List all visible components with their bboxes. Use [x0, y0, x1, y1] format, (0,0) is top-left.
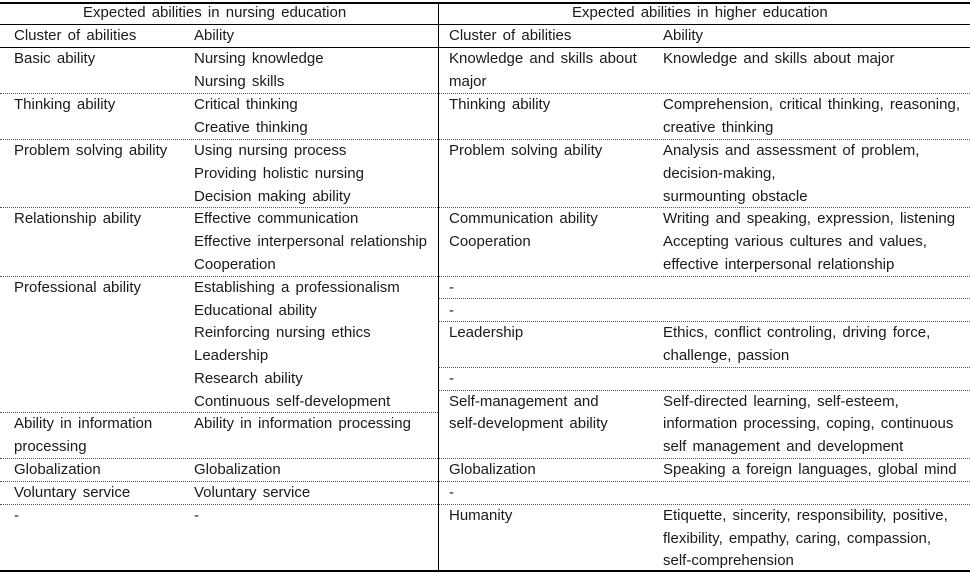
- higher-cluster-cell: Globalization: [449, 461, 536, 478]
- table-bottom-rule: [0, 570, 970, 572]
- higher-ability-cell: self-comprehension: [663, 552, 794, 569]
- higher-cluster-cell: Problem solving ability: [449, 142, 603, 159]
- higher-ability-cell: flexibility, empathy, caring, compassion,: [663, 530, 932, 547]
- higher-ability-cell: Analysis and assessment of problem,: [663, 142, 920, 159]
- nursing-ability-cell: Creative thinking: [194, 119, 308, 136]
- nursing-ability-cell: Nursing knowledge: [194, 50, 324, 67]
- nursing-cluster-cell: Professional ability: [14, 279, 142, 296]
- nursing-ability-cell: Continuous self-development: [194, 393, 391, 410]
- higher-ability-cell: Comprehension, critical thinking, reasoning,: [663, 96, 960, 113]
- higher-ability-cell: challenge, passion: [663, 347, 790, 364]
- nursing-ability-cell: Effective communication: [194, 210, 359, 227]
- nursing-ability-cell: Cooperation: [194, 256, 276, 273]
- nursing-ability-cell: Critical thinking: [194, 96, 298, 113]
- higher-cluster-column-header: Cluster of abilities: [449, 27, 572, 44]
- nursing-ability-cell: Globalization: [194, 461, 281, 478]
- higher-cluster-cell: Cooperation: [449, 233, 531, 250]
- higher-cluster-cell: Thinking ability: [449, 96, 551, 113]
- higher-cluster-cell: Leadership: [449, 324, 524, 341]
- nursing-cluster-cell: Basic ability: [14, 50, 96, 67]
- higher-ability-cell: self management and development: [663, 438, 904, 455]
- nursing-ability-cell: Using nursing process: [194, 142, 347, 159]
- higher-cluster-cell: -: [449, 302, 454, 319]
- higher-ability-cell: Writing and speaking, expression, listening: [663, 210, 956, 227]
- nursing-ability-cell: Educational ability: [194, 302, 317, 319]
- nursing-ability-cell: Nursing skills: [194, 73, 285, 90]
- nursing-cluster-column-header: Cluster of abilities: [14, 27, 137, 44]
- nursing-ability-cell: Providing holistic nursing: [194, 165, 364, 182]
- row-divider: [438, 367, 970, 368]
- nursing-cluster-cell: Globalization: [14, 461, 101, 478]
- nursing-cluster-cell: Ability in information: [14, 415, 153, 432]
- higher-cluster-cell: -: [449, 370, 454, 387]
- higher-ability-cell: decision-making,: [663, 165, 776, 182]
- higher-cluster-cell: -: [449, 279, 454, 296]
- nursing-ability-cell: Leadership: [194, 347, 269, 364]
- nursing-cluster-cell: processing: [14, 438, 87, 455]
- higher-ability-cell: effective interpersonal relationship: [663, 256, 895, 273]
- higher-cluster-cell: Humanity: [449, 507, 513, 524]
- nursing-cluster-cell: -: [14, 507, 19, 524]
- nursing-ability-cell: Decision making ability: [194, 188, 351, 205]
- higher-cluster-cell: Communication ability: [449, 210, 598, 227]
- nursing-ability-cell: -: [194, 507, 199, 524]
- nursing-group-header: Expected abilities in nursing education: [83, 4, 347, 21]
- higher-cluster-cell: Knowledge and skills about: [449, 50, 637, 67]
- higher-cluster-cell: Self-management and: [449, 393, 599, 410]
- higher-group-header: Expected abilities in higher education: [572, 4, 828, 21]
- higher-ability-cell: Self-directed learning, self-esteem,: [663, 393, 899, 410]
- higher-ability-cell: Accepting various cultures and values,: [663, 233, 927, 250]
- nursing-cluster-cell: Thinking ability: [14, 96, 116, 113]
- nursing-cluster-cell: Relationship ability: [14, 210, 142, 227]
- higher-cluster-cell: major: [449, 73, 487, 90]
- higher-ability-cell: information processing, coping, continuous: [663, 415, 954, 432]
- nursing-ability-column-header: Ability: [194, 27, 235, 44]
- nursing-ability-cell: Ability in information processing: [194, 415, 411, 432]
- higher-ability-cell: surmounting obstacle: [663, 188, 808, 205]
- nursing-ability-cell: Voluntary service: [194, 484, 311, 501]
- higher-ability-cell: Knowledge and skills about major: [663, 50, 895, 67]
- higher-ability-column-header: Ability: [663, 27, 704, 44]
- nursing-cluster-cell: Voluntary service: [14, 484, 131, 501]
- higher-ability-cell: Ethics, conflict controling, driving force,: [663, 324, 931, 341]
- nursing-ability-cell: Effective interpersonal relationship: [194, 233, 428, 250]
- row-divider: [0, 276, 970, 277]
- higher-ability-cell: creative thinking: [663, 119, 774, 136]
- nursing-ability-cell: Establishing a professionalism: [194, 279, 400, 296]
- nursing-cluster-cell: Problem solving ability: [14, 142, 168, 159]
- nursing-ability-cell: Reinforcing nursing ethics: [194, 324, 371, 341]
- higher-cluster-cell: self-development ability: [449, 415, 608, 432]
- higher-cluster-cell: -: [449, 484, 454, 501]
- row-divider: [0, 481, 970, 482]
- nursing-ability-cell: Research ability: [194, 370, 303, 387]
- higher-ability-cell: Speaking a foreign languages, global mind: [663, 461, 957, 478]
- group-divider: [438, 2, 439, 571]
- row-divider: [438, 298, 970, 299]
- higher-ability-cell: Etiquette, sincerity, responsibility, positive,: [663, 507, 948, 524]
